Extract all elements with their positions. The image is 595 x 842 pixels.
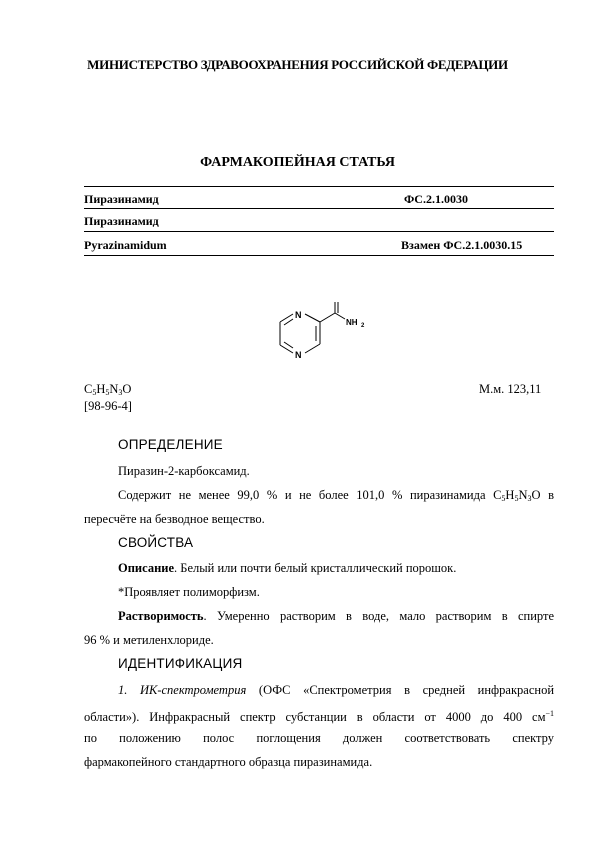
atom-nh: NH bbox=[346, 318, 358, 327]
structural-formula bbox=[265, 300, 375, 372]
section-heading-identification: ИДЕНТИФИКАЦИЯ bbox=[118, 656, 243, 671]
solubility-cont: 96 % и метиленхлориде. bbox=[84, 633, 214, 647]
section-heading-properties: СВОЙСТВА bbox=[118, 535, 194, 550]
ir-test-line-2: области»). Инфракрасный спектр субстанции в области от 4000 до 400 $см^{-1}$ bbox=[84, 709, 554, 724]
content-statement-cont: пересчёте на безводное вещество. bbox=[84, 512, 265, 526]
drug-name-latin: Pyrazinamidum bbox=[84, 238, 167, 252]
solubility: Растворимость. Умеренно растворим в воде, мало растворим в спирте bbox=[118, 609, 554, 623]
article-code: ФС.2.1.0030 bbox=[404, 192, 468, 206]
divider bbox=[84, 208, 554, 209]
atom-n: N bbox=[295, 310, 302, 320]
ir-test-line-3: по положению полос поглощения должен соответствовать спектру bbox=[84, 731, 554, 745]
ir-test-line-4: фармакопейного стандартного образца пиразинамида. bbox=[84, 755, 373, 769]
drug-name-ru: Пиразинамид bbox=[84, 192, 159, 206]
atom-n: N bbox=[295, 350, 302, 360]
drug-name-ru-2: Пиразинамид bbox=[84, 214, 159, 228]
molecular-mass: М.м. 123,11 bbox=[479, 382, 542, 396]
cas-number: [98-96-4] bbox=[84, 399, 132, 413]
content-statement: Содержит не менее 99,0 % и не более 101,0 % пиразинамида $C_5H_5N_3O$ в bbox=[118, 488, 554, 503]
polymorphism-note: *Проявляет полиморфизм. bbox=[118, 585, 260, 599]
description: Описание. Белый или почти белый кристаллический порошок. bbox=[118, 561, 457, 575]
ir-test-line-1: 1. ИК-спектрометрия (ОФС «Спектрометрия в средней инфракрасной bbox=[118, 683, 555, 697]
bottom-divider bbox=[84, 255, 554, 256]
section-heading-definition: ОПРЕДЕЛЕНИЕ bbox=[118, 437, 223, 452]
chemical-name: Пиразин-2-карбоксамид. bbox=[118, 464, 250, 478]
article-title: ФАРМАКОПЕЙНАЯ СТАТЬЯ bbox=[200, 155, 395, 170]
replaces-code: Взамен ФС.2.1.0030.15 bbox=[401, 238, 523, 252]
top-divider bbox=[84, 186, 554, 187]
molecular-formula: $C_5H_5N_3O$ bbox=[84, 382, 132, 397]
atom-nh-subscript: 2 bbox=[361, 323, 365, 329]
divider bbox=[84, 231, 554, 232]
ministry-header: МИНИСТЕРСТВО ЗДРАВООХРАНЕНИЯ РОССИЙСКОЙ ФЕДЕРАЦИИ bbox=[87, 57, 508, 72]
